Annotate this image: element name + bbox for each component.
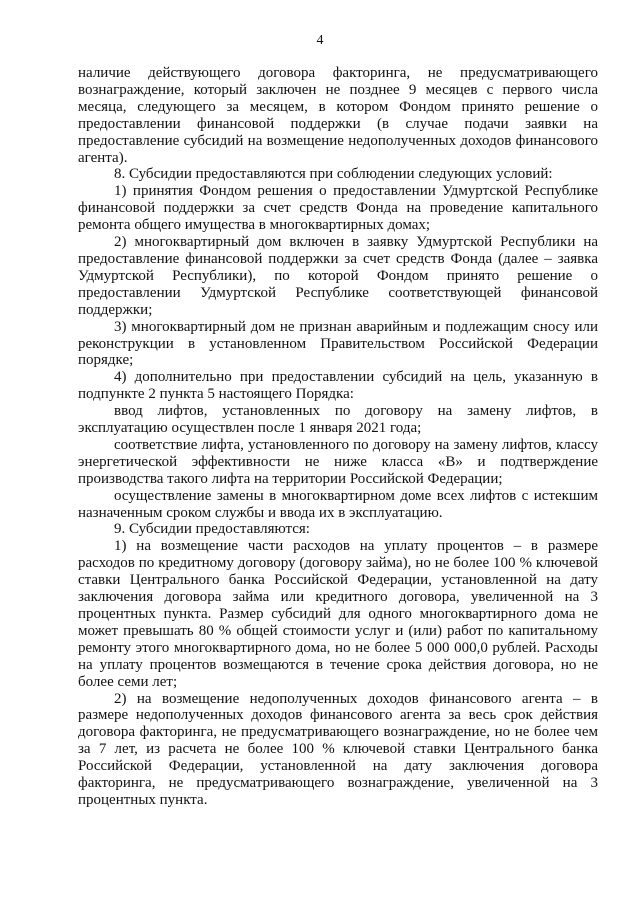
document-body [78, 65, 598, 809]
paragraph-elevator-replacement: осуществление замены в многоквартирном доме всех лифтов с истекшим назначенным сроком службы и ввода их в эксплуатацию. [78, 487, 598, 521]
paragraph-clause-9-heading: 9. Субсидии предоставляются: [114, 521, 310, 538]
paragraph-subsidy-interest: 1) на возмещение части расходов на уплату процентов – в размере расходов по кредитному договору (договору займа), но не более 100 % ключевой ставки Центрального банка Российской Федерации, установленной на дату заключения договора займа или кредитного договора, увеличенной на 3 процентных пункта. Размер субсидий для одного многоквартирного дома не может превышать 80 % общей стоимости услуг и (или) работ по капитальному ремонту этого многоквартирного дома, но не более 5 000 000,0 рублей. Расходы на уплату процентов возмещаются в течение срока действия договора, но не более семи лет; [78, 538, 598, 690]
paragraph-condition-3: 3) многоквартирный дом не признан аварийным и подлежащим сносу или реконструкции в установленном Правительством Российской Федерации порядке; [78, 318, 598, 369]
paragraph-elevator-efficiency: соответствие лифта, установленного по договору на замену лифтов, классу энергетической эффективности не ниже класса «В» и подтверждение производства такого лифта на территории Российской Федерации; [78, 436, 598, 487]
paragraph-subsidy-agent-income: 2) на возмещение недополученных доходов финансового агента – в размере недополученных доходов финансового агента за весь срок действия договора факторинга, не предусматривающего вознаграждение, но не более чем за 7 лет, из расчета не более 100 % ключевой ставки Центрального банка Российской Федерации, установленной на дату заключения договора факторинга, не предусматривающего вознаграждение, увеличенной на 3 процентных пункта. [78, 690, 598, 808]
paragraph-condition-4: 4) дополнительно при предоставлении субсидий на цель, указанную в подпункте 2 пункта 5 настоящего Порядка: [78, 369, 598, 403]
paragraph-condition-1: 1) принятия Фондом решения о предоставлении Удмуртской Республике финансовой поддержки за счет средств Фонда на проведение капитального ремонта общего имущества в многоквартирных домах; [78, 183, 598, 234]
page-number: 4 [316, 33, 324, 48]
paragraph-clause-8-heading: 8. Субсидии предоставляются при соблюдении следующих условий: [114, 166, 553, 183]
paragraph-factoring-condition: наличие действующего договора факторинга, не предусматривающего вознаграждение, который заключен не позднее 9 месяцев с первого числа месяца, следующего за месяцем, в котором Фондом принято решение о предоставлении финансовой поддержки (в случае подачи заявки на предоставление субсидий на возмещение недополученных доходов финансового агента). [78, 65, 598, 166]
paragraph-condition-2: 2) многоквартирный дом включен в заявку Удмуртской Республики на предоставление финансовой поддержки за счет средств Фонда (далее – заявка Удмуртской Республики), по которой Фондом принято решение о предоставлении Удмуртской Республике соответствующей финансовой поддержки; [78, 234, 598, 318]
paragraph-elevator-commissioning: ввод лифтов, установленных по договору на замену лифтов, в эксплуатацию осуществлен после 1 января 2021 года; [78, 403, 598, 437]
